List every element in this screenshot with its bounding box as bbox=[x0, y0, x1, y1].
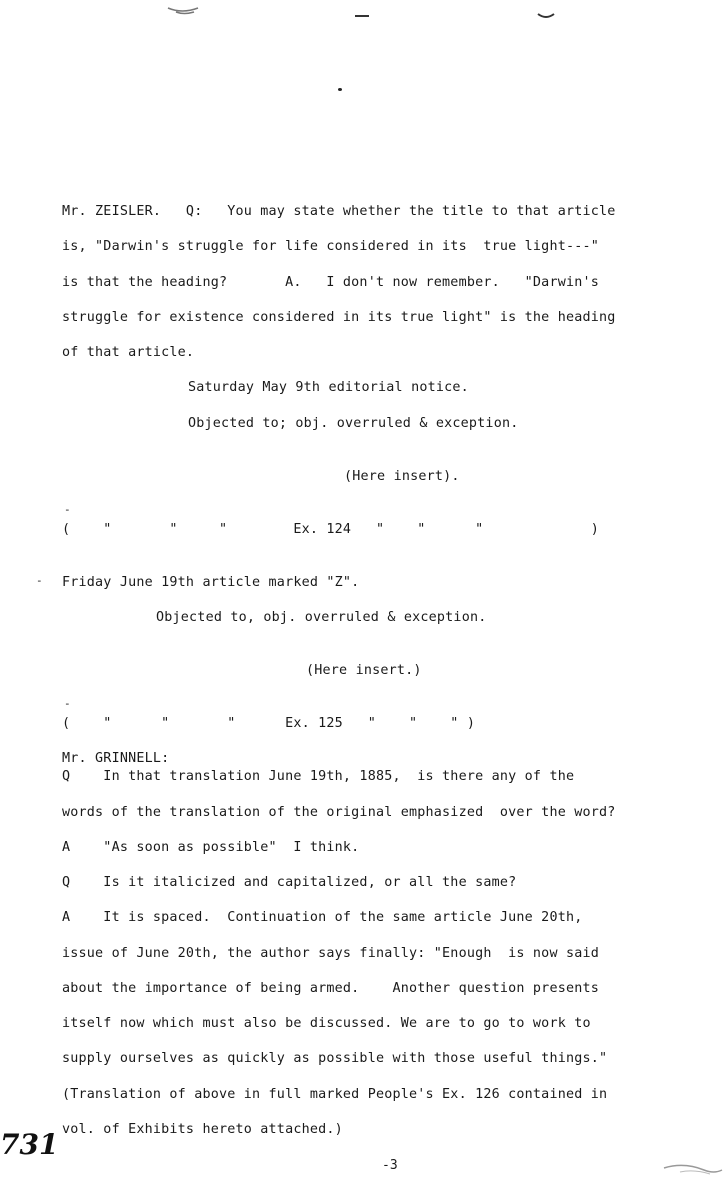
answer-line-6: supply ourselves as quickly as possible with those useful things." bbox=[62, 1051, 608, 1066]
text-line-5: of that article. bbox=[62, 345, 195, 360]
exhibit-124-line: ( " " " Ex. 124 " " " ) bbox=[62, 522, 600, 537]
dash-mark: - bbox=[64, 503, 71, 516]
text-line-2: is, "Darwin's struggle for life considered in its true light---" bbox=[62, 239, 600, 254]
page-number: -3 bbox=[382, 1158, 398, 1173]
answer-line-2: A It is spaced. Continuation of the same article June 20th, bbox=[62, 910, 583, 925]
translation-note-line-2: vol. of Exhibits hereto attached.) bbox=[62, 1122, 343, 1137]
margin-page-number: 731 bbox=[0, 1128, 59, 1161]
insert-note-1: (Here insert). bbox=[344, 469, 460, 484]
question-line-2: words of the translation of the original emphasized over the word? bbox=[62, 805, 616, 820]
exhibit-125-line: ( " " " Ex. 125 " " " ) bbox=[62, 716, 476, 731]
answer-line-3: issue of June 20th, the author says finally: "Enough is now said bbox=[62, 946, 600, 961]
editorial-notice-line: Saturday May 9th editorial notice. bbox=[188, 380, 469, 395]
text-line-3: is that the heading? A. I don't now remember. "Darwin's bbox=[62, 275, 600, 290]
translation-note-line-1: (Translation of above in full marked People's Ex. 126 contained in bbox=[62, 1087, 608, 1102]
question-line-1: Q In that translation June 19th, 1885, is there any of the bbox=[62, 769, 575, 784]
text-line-1: Mr. ZEISLER. Q: You may state whether the title to that article bbox=[62, 204, 616, 219]
scan-noise-bottom bbox=[660, 1150, 724, 1180]
friday-article-line: Friday June 19th article marked "Z". bbox=[62, 575, 360, 590]
text-line-4: struggle for existence considered in its true light" is the heading bbox=[62, 310, 616, 325]
speaker-grinnell: Mr. GRINNELL: bbox=[62, 751, 170, 766]
insert-note-2: (Here insert.) bbox=[306, 663, 422, 678]
scan-noise-top bbox=[0, 0, 724, 30]
ink-dot bbox=[338, 88, 342, 91]
answer-line-1: A "As soon as possible" I think. bbox=[62, 840, 360, 855]
dash-mark: - bbox=[36, 574, 43, 587]
answer-line-4: about the importance of being armed. Another question presents bbox=[62, 981, 600, 996]
question-line-3: Q Is it italicized and capitalized, or all the same? bbox=[62, 875, 517, 890]
objection-line-1: Objected to; obj. overruled & exception. bbox=[188, 416, 519, 431]
answer-line-5: itself now which must also be discussed. We are to go to work to bbox=[62, 1016, 591, 1031]
objection-line-2: Objected to, obj. overruled & exception. bbox=[156, 610, 487, 625]
dash-mark: - bbox=[64, 697, 71, 710]
